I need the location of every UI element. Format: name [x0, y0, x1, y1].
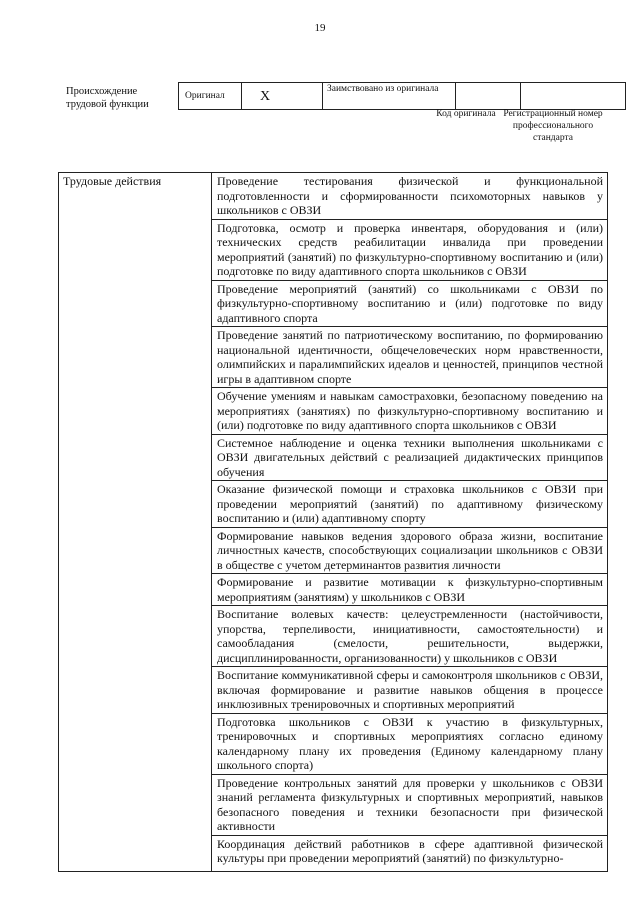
action-item: Проведение тестирования физической и функциональной подготовленности и сформированности психомоторных навыков у школьников с ОВЗИ — [212, 173, 608, 220]
original-label: Оригинал — [179, 83, 242, 110]
action-item: Оказание физической помощи и страховка школьников с ОВЗИ при проведении мероприятий (занятий) по адаптивному физическому воспитанию и (или) адаптивному спорту — [212, 481, 608, 528]
original-code-cell — [456, 83, 521, 110]
labor-actions-heading: Трудовые действия — [59, 173, 212, 872]
action-item: Проведение мероприятий (занятий) со школьниками с ОВЗИ по физкультурно-спортивному воспитанию и (или) подготовке по виду адаптивного спорта — [212, 280, 608, 327]
origin-table — [178, 82, 626, 110]
action-item-text: Координация действий работников в сфере адаптивной физической культуры при проведении мероприятий (занятий) по физкультурно- — [217, 836, 603, 865]
action-item: Подготовка, осмотр и проверка инвентаря, оборудования и (или) технических средств реабилитации инвалида при проведении мероприятий (занятий) по физкультурно-спортивному воспитанию и (или) подготовке по виду адаптивного спорта школьников с ОВЗИ — [212, 219, 608, 280]
borrowed-label: Заимствовано из оригинала — [323, 83, 456, 110]
registration-number-cell — [521, 83, 626, 110]
labor-actions-table — [58, 172, 608, 872]
action-item: Воспитание коммуникативной сферы и самоконтроля школьников с ОВЗИ, включая формирование и развитие навыков общения в процессе инклюзивных тренировочных и спортивных мероприятий — [212, 667, 608, 714]
original-mark: X — [242, 83, 323, 110]
action-item: Формирование и развитие мотивации к физкультурно-спортивным мероприятиям (занятиям) у школьников с ОВЗИ — [212, 574, 608, 606]
action-item: Системное наблюдение и оценка техники выполнения школьниками с ОВЗИ двигательных действий с реализацией дидактических принципов обучения — [212, 434, 608, 481]
action-item: Проведение контрольных занятий для проверки у школьников с ОВЗИ знаний регламента физкультурных и спортивных мероприятий, навыков безопасного поведения и техники безопасности при физической активности — [212, 774, 608, 835]
action-item — [212, 835, 608, 871]
action-item: Воспитание волевых качеств: целеустремленности (настойчивости, упорства, терпеливости, инициативности, самостоятельности) и самообладания (смелости, решительности, выдержки, дисциплинированности, организованности) у школьников с ОВЗИ — [212, 606, 608, 667]
action-item: Формирование навыков ведения здорового образа жизни, воспитание личностных качеств, способствующих социализации школьников с ОВЗИ в обществе с учетом детерминантов развития личности — [212, 527, 608, 574]
page-number: 19 — [314, 22, 326, 34]
action-item: Обучение умениям и навыкам самостраховки, безопасному поведению на мероприятиях (занятиях) по физкультурно-спортивному воспитанию и (или) подготовке по виду адаптивного спорта школьников с ОВЗИ — [212, 388, 608, 435]
action-item: Проведение занятий по патриотическому воспитанию, по формированию национальной идентичности, общечеловеческих норм нравственности, олимпийских и паралимпийских идеалов и ценностей, принципов честной игры в адаптивном спорте — [212, 327, 608, 388]
origin-label: Происхождение трудовой функции — [66, 86, 149, 110]
original-code-caption: Код оригинала — [436, 109, 496, 119]
action-item: Подготовка школьников с ОВЗИ к участию в физкультурных, тренировочных и спортивных мероприятиях согласно единому календарному плану их проведения (Единому календарному плану школьного спорта) — [212, 713, 608, 774]
registration-number-caption: Регистрационный номер профессионального стандарта — [503, 109, 603, 143]
